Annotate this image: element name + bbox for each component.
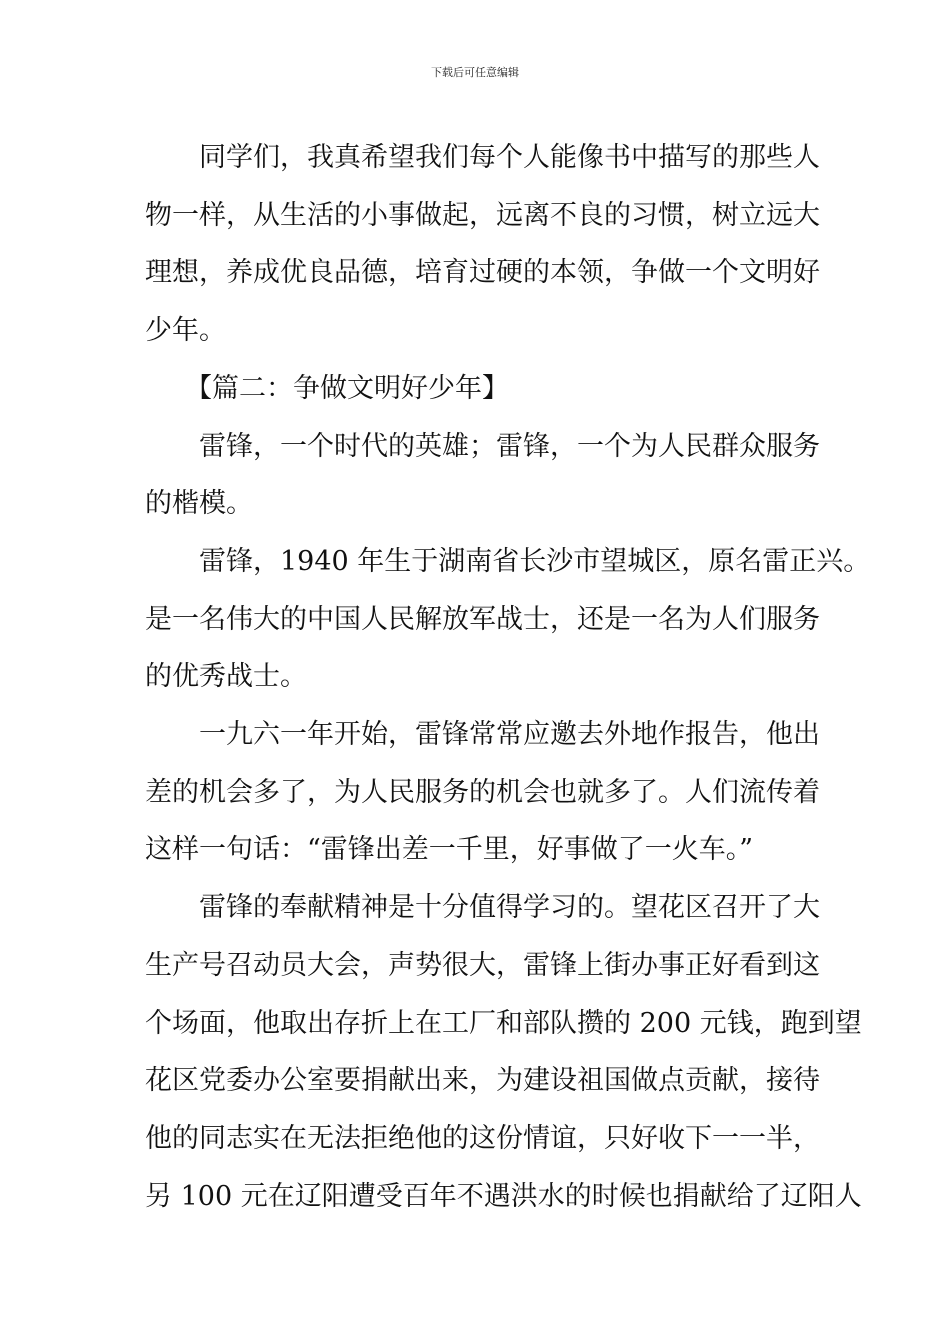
- text-line: 花区党委办公室要捐献出来，为建设祖国做点贡献，接待: [145, 1065, 820, 1097]
- text-line: 他的同志实在无法拒绝他的这份情谊，只好收下一一半，: [145, 1122, 820, 1154]
- text-line: 同学们，我真希望我们每个人能像书中描写的那些人: [199, 142, 820, 173]
- document-body: [145, 129, 871, 1225]
- text-line: 雷锋，1940 年生于湖南省长沙市望城区，原名雷正兴。: [199, 545, 871, 577]
- paragraph: [145, 533, 871, 706]
- paragraph: [145, 879, 862, 1225]
- section-heading-block: [145, 360, 825, 418]
- text-line: 生产号召动员大会，声势很大，雷锋上街办事正好看到这: [145, 949, 820, 981]
- text-line: 一九六一年开始，雷锋常常应邀去外地作报告，他出: [199, 719, 820, 751]
- text-line: 雷锋，一个时代的英雄；雷锋，一个为人民群众服务: [199, 430, 820, 462]
- page-header: 下载后可任意编辑: [431, 66, 519, 79]
- paragraph: [145, 418, 825, 533]
- paragraph: [145, 706, 825, 879]
- text-line: 的楷模。: [145, 488, 253, 520]
- section-heading: 【篇二：争做文明好少年】: [185, 372, 509, 404]
- text-line: 是一名伟大的中国人民解放军战士，还是一名为人们服务: [145, 603, 820, 635]
- text-line: 这样一句话：“雷锋出差一千里，好事做了一火车。”: [145, 834, 754, 866]
- text-line: 另 100 元在辽阳遭受百年不遇洪水的时候也捐献给了辽阳人: [145, 1180, 862, 1212]
- paragraph: [145, 129, 825, 360]
- text-line: 的优秀战士。: [145, 661, 307, 693]
- text-line: 理想，养成优良品德，培育过硬的本领，争做一个文明好: [145, 257, 820, 289]
- text-line: 个场面，他取出存折上在工厂和部队攒的 200 元钱，跑到望: [145, 1007, 862, 1039]
- text-line: 物一样，从生活的小事做起，远离不良的习惯，树立远大: [145, 199, 820, 231]
- text-line: 少年。: [145, 315, 226, 347]
- text-line: 雷锋的奉献精神是十分值得学习的。望花区召开了大: [199, 892, 820, 924]
- text-line: 差的机会多了，为人民服务的机会也就多了。人们流传着: [145, 776, 820, 808]
